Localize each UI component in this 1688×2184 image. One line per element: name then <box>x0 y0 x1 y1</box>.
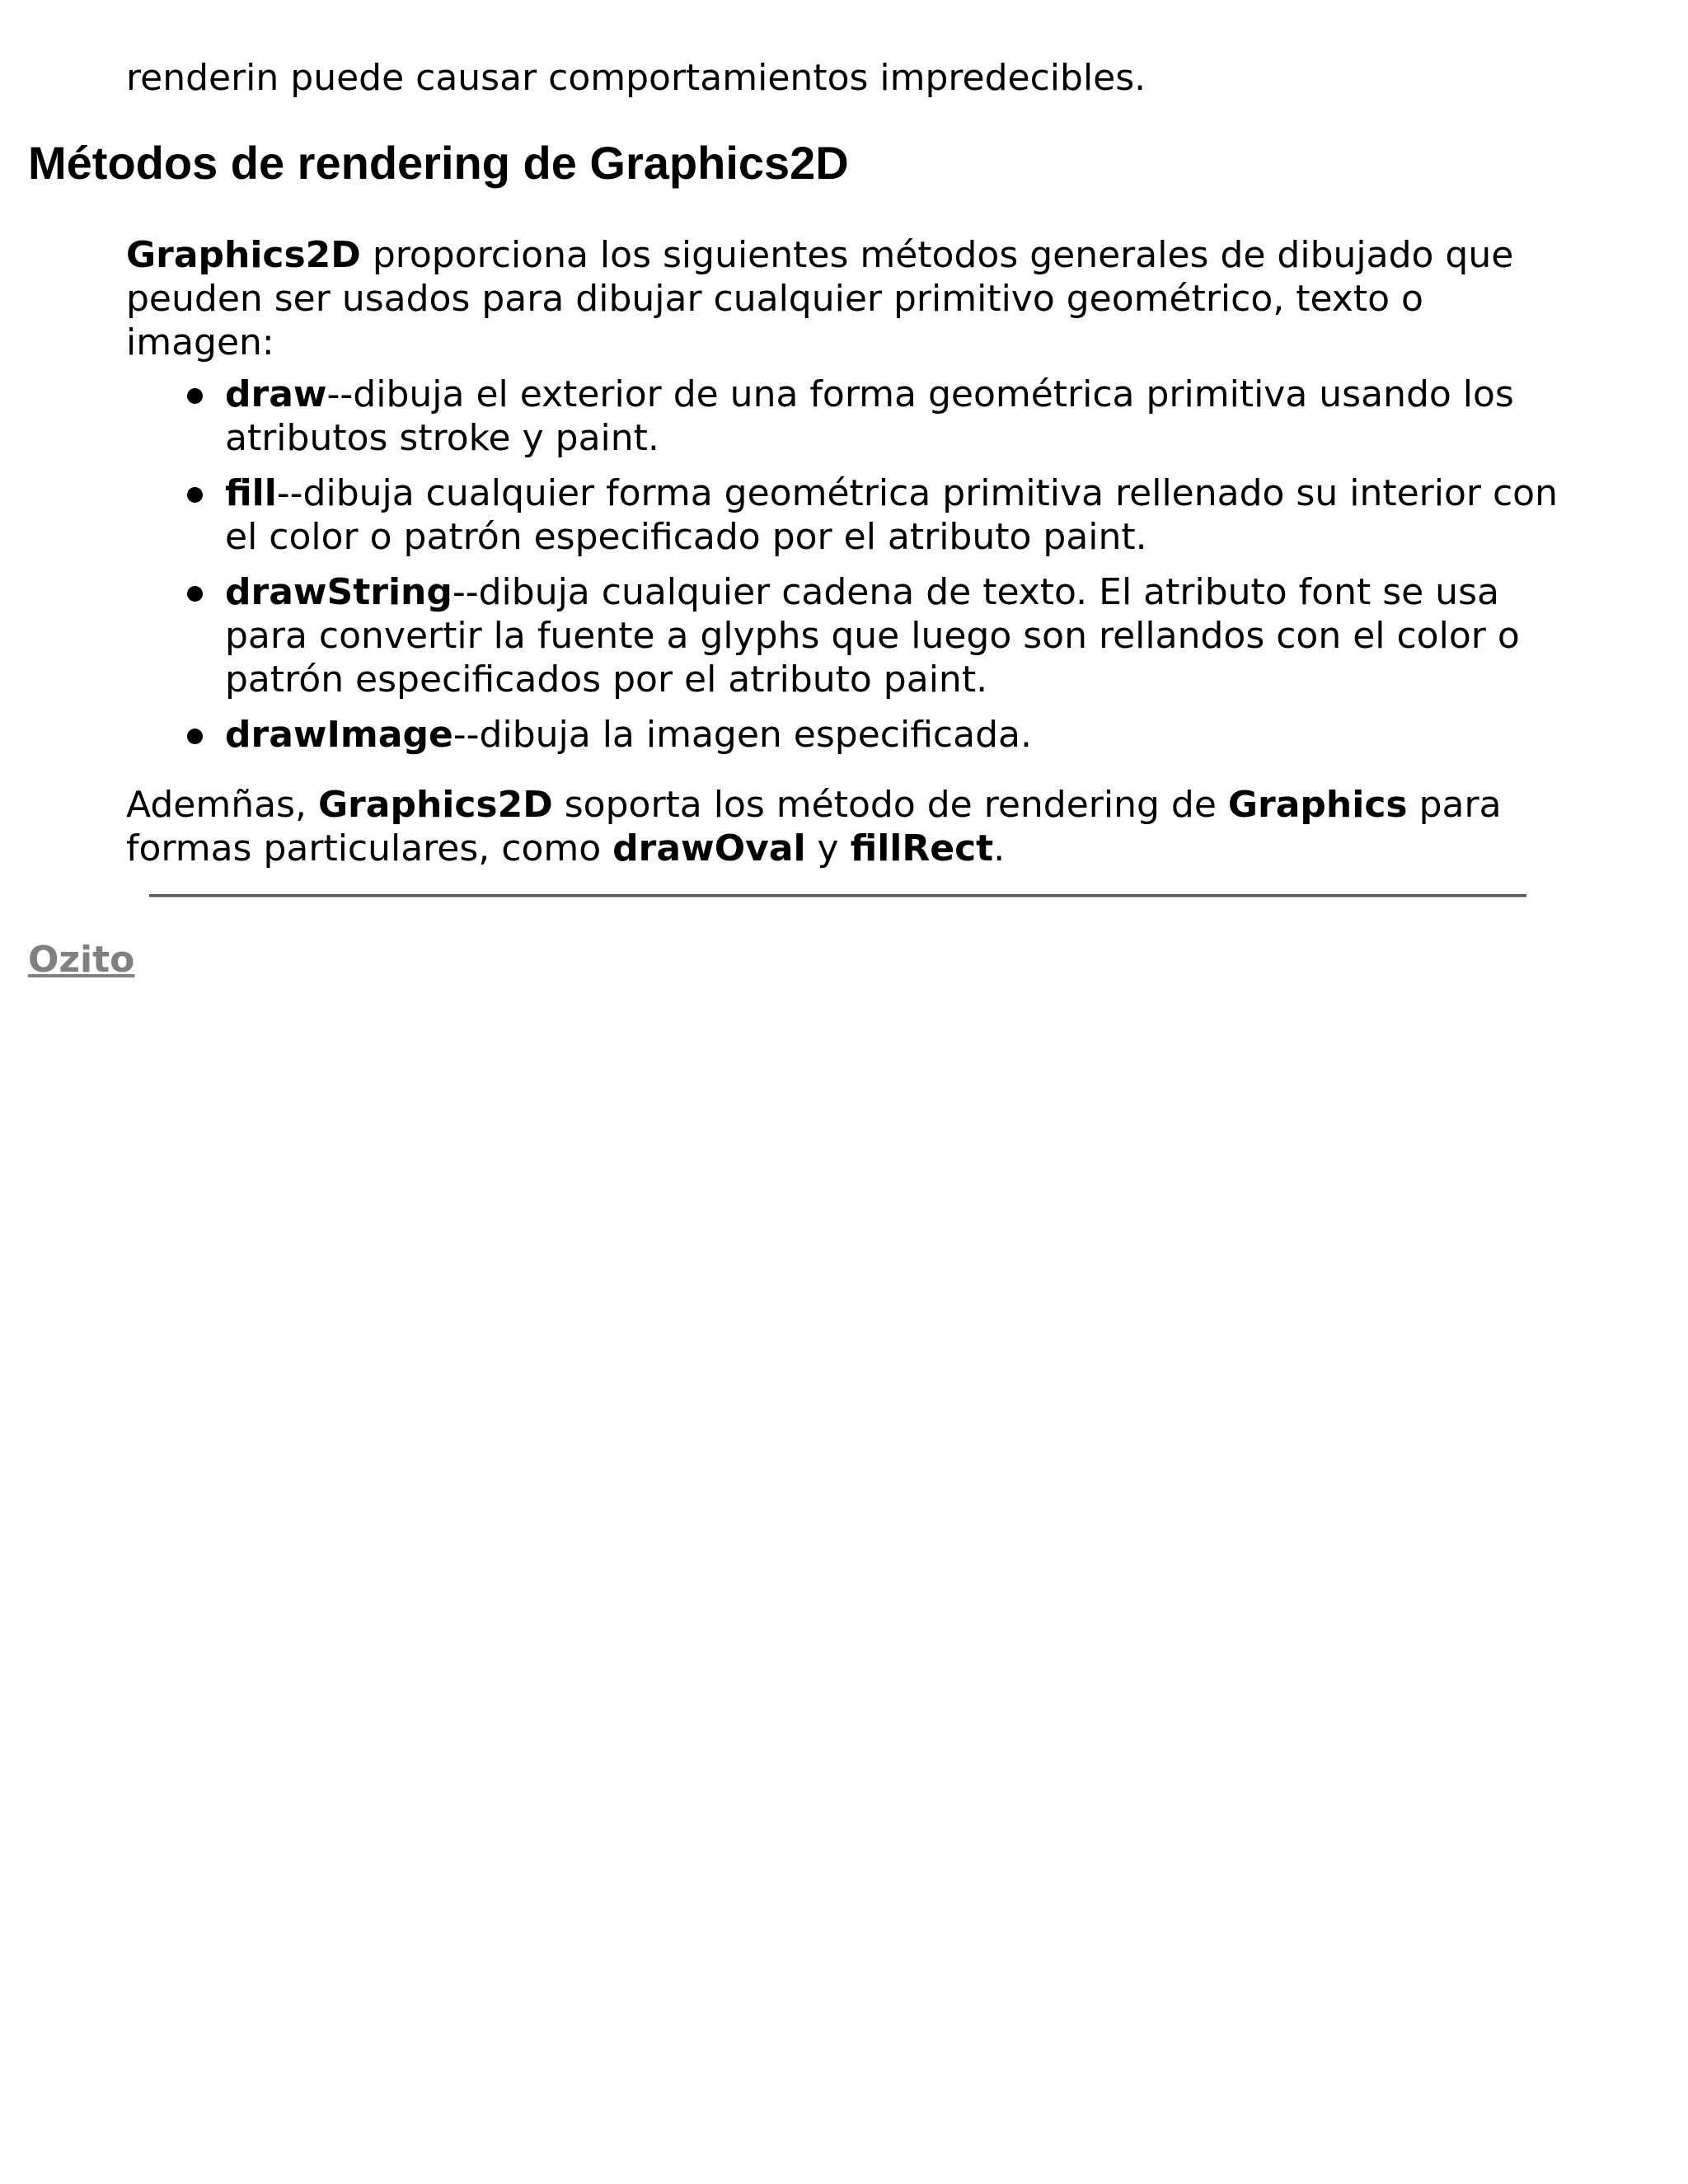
method-description: --dibuja cualquier cadena de texto. El atributo font se usa para convertir la fuente a glyphs que luego son rellandos con el color o patrón especificados por el atributo paint. <box>225 571 1520 701</box>
list-item <box>126 713 1577 757</box>
method-description: --dibuja la imagen especificada. <box>452 714 1032 756</box>
bullet-icon <box>187 729 203 744</box>
text-segment: para formas particulares, como <box>126 784 1502 869</box>
bullet-icon <box>187 586 203 602</box>
rendering-methods-intro <box>126 233 1560 364</box>
bullet-icon <box>187 388 203 404</box>
list-item <box>126 373 1577 460</box>
intro-text: proporciona los siguientes métodos generales de dibujado que peuden ser usados para dibujar cualquier primitivo geométrico, texto o imagen: <box>126 234 1514 363</box>
method-name: fill <box>225 472 277 514</box>
method-name-drawoval: drawOval <box>612 827 806 869</box>
section-heading: Métodos de rendering de Graphics2D <box>28 137 849 189</box>
method-name: drawImage <box>225 714 453 756</box>
class-name-graphics: Graphics <box>1227 784 1408 826</box>
method-description: --dibuja cualquier forma geométrica primitiva rellenado su interior con el color o patrón especificado por el atributo paint. <box>225 472 1558 558</box>
text-segment: soporta los método de rendering de <box>552 784 1228 826</box>
ozito-link[interactable]: Ozito <box>28 939 135 981</box>
text-segment: Ademñas, <box>126 784 318 826</box>
horizontal-divider <box>149 894 1526 898</box>
additional-methods-paragraph <box>126 783 1577 870</box>
list-item <box>126 570 1577 701</box>
intro-paragraph-tail: renderin puede causar comportamientos impredecibles. <box>126 57 1146 99</box>
method-name-fillrect: fillRect <box>850 827 994 869</box>
method-description: --dibuja el exterior de una forma geométrica primitiva usando los atributos stroke y paint. <box>225 373 1514 459</box>
class-name-graphics2d: Graphics2D <box>317 784 553 826</box>
class-name-graphics2d: Graphics2D <box>126 234 361 276</box>
list-item <box>126 471 1577 559</box>
methods-list <box>126 373 1577 768</box>
method-name: drawString <box>225 571 452 613</box>
text-segment: y <box>805 827 851 869</box>
text-segment: . <box>993 827 1006 869</box>
method-name: draw <box>225 373 327 415</box>
bullet-icon <box>187 487 203 503</box>
